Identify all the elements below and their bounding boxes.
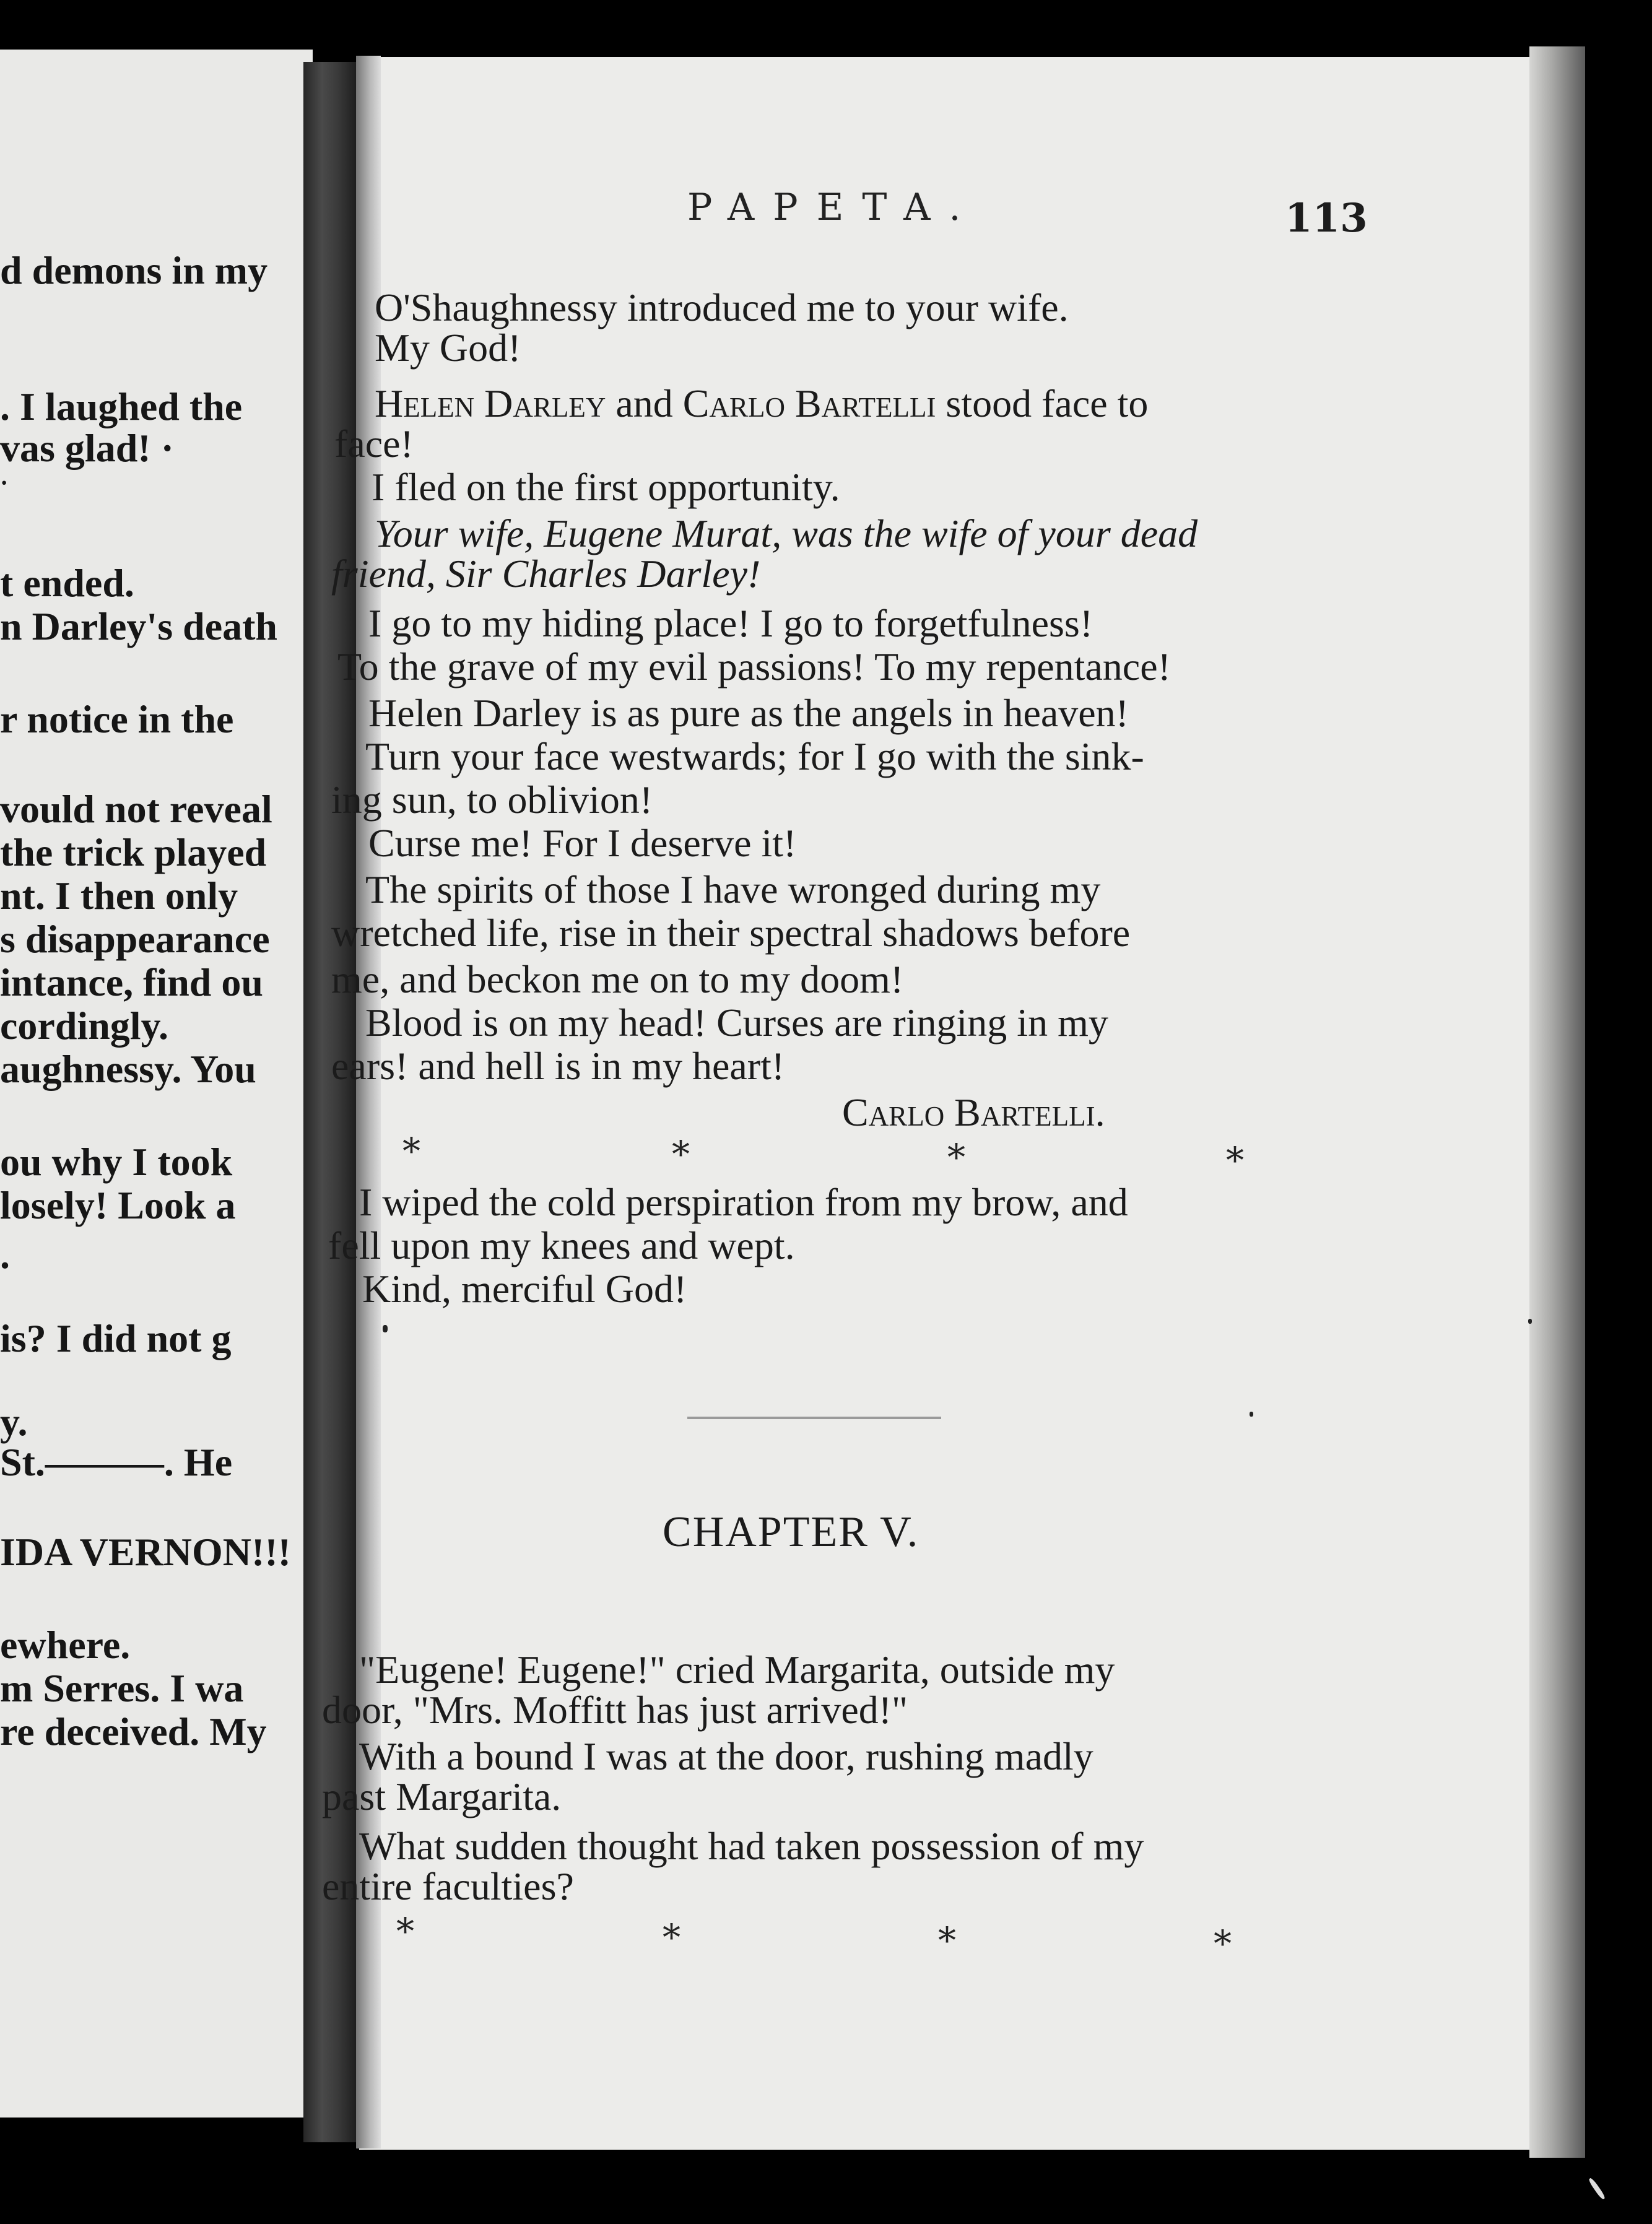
separator-star: * <box>663 1916 680 1958</box>
left-page-line: St.———. He <box>0 1440 233 1484</box>
text-line: The spirits of those I have wronged during my <box>365 867 1101 911</box>
separator-star: * <box>938 1919 956 1961</box>
text-line: My God! <box>375 326 521 370</box>
name-helen-darley: Helen Darley <box>375 381 606 425</box>
separator-star: * <box>396 1910 414 1952</box>
separator-star: * <box>672 1133 690 1175</box>
text-line: "Eugene! Eugene!" cried Margarita, outside my <box>359 1648 1115 1692</box>
left-page-line: · <box>0 469 9 497</box>
text-line: Turn your face westwards; for I go with the sink- <box>365 734 1144 778</box>
left-page-line: . <box>0 1233 10 1277</box>
ink-speck <box>1528 1319 1532 1324</box>
text-line: fell upon my knees and wept. <box>328 1223 795 1267</box>
letter-signature: Carlo Bartelli. <box>842 1090 1105 1134</box>
text-line: Your wife, Eugene Murat, was the wife of your dead <box>375 511 1198 555</box>
text-line: Blood is on my head! Curses are ringing in my <box>365 1001 1108 1045</box>
text-line: I wiped the cold perspiration from my brow, and <box>359 1180 1128 1224</box>
running-head: PAPETA. <box>687 186 980 229</box>
left-page-line: vould not reveal <box>0 787 272 831</box>
left-page-line: the trick played <box>0 830 267 874</box>
left-page-line: re deceived. My <box>0 1709 267 1753</box>
ink-speck <box>383 1325 388 1332</box>
text-line: I go to my hiding place! I go to forgetfulness! <box>368 601 1093 645</box>
left-page-line: cordingly. <box>0 1004 169 1048</box>
left-page-line: d demons in my <box>0 248 268 292</box>
separator-star: * <box>1214 1922 1232 1965</box>
page-edge <box>1529 46 1585 2158</box>
text-line: Helen Darley is as pure as the angels in heaven! <box>368 691 1129 735</box>
left-page-line: intance, find ou <box>0 960 263 1004</box>
left-page-line: vas glad! · <box>0 426 174 470</box>
left-page-line: is? I did not g <box>0 1316 232 1360</box>
separator-star: * <box>947 1136 965 1178</box>
text-line: me, and beckon me on to my doom! <box>331 957 904 1001</box>
section-rule <box>687 1417 941 1419</box>
text-line: Helen Darley and Carlo Bartelli stood face to <box>375 381 1149 425</box>
left-page-line: . I laughed the <box>0 384 243 428</box>
text-line: ing sun, to oblivion! <box>331 778 653 822</box>
left-page-line: s disappearance <box>0 917 270 961</box>
left-page-line: y. <box>0 1400 28 1444</box>
separator-star: * <box>402 1130 420 1172</box>
left-page-line: aughnessy. You <box>0 1047 256 1091</box>
text-line: Curse me! For I deserve it! <box>368 821 797 865</box>
left-page-line: r notice in the <box>0 697 234 741</box>
text-line: wretched life, rise in their spectral shadows before <box>331 911 1131 955</box>
left-page-line: IDA VERNON!!! <box>0 1530 291 1574</box>
left-page-line: ewhere. <box>0 1623 131 1667</box>
page-number: 113 <box>1285 195 1368 241</box>
facing-page-left <box>0 50 313 2118</box>
left-page-line: m Serres. I wa <box>0 1666 244 1710</box>
text-line: entire faculties? <box>322 1864 574 1908</box>
text-line: To the grave of my evil passions! To my repentance! <box>337 645 1171 688</box>
text-line: ears! and hell is in my heart! <box>331 1044 785 1088</box>
left-page-line: losely! Look a <box>0 1183 236 1227</box>
text-line: past Margarita. <box>322 1774 562 1818</box>
left-page-line: nt. I then only <box>0 874 238 918</box>
chapter-heading: CHAPTER V. <box>663 1508 919 1556</box>
name-carlo-bartelli: Carlo Bartelli <box>682 381 936 425</box>
text-line: What sudden thought had taken possession of my <box>359 1824 1144 1868</box>
left-page-line: ou why I took <box>0 1140 233 1184</box>
text-line: face! <box>334 422 414 466</box>
text-line: O'Shaughnessy introduced me to your wife. <box>375 285 1069 329</box>
text-line: door, "Mrs. Moffitt has just arrived!" <box>322 1688 908 1732</box>
text-line: Kind, merciful God! <box>362 1267 687 1311</box>
ink-speck <box>1250 1412 1253 1417</box>
separator-star: * <box>1226 1139 1244 1181</box>
left-page-line: n Darley's death <box>0 604 277 648</box>
text-line: With a bound I was at the door, rushing madly <box>359 1734 1093 1778</box>
scan-artifact <box>1588 2177 1606 2200</box>
text-line: friend, Sir Charles Darley! <box>331 552 761 596</box>
left-page-line: t ended. <box>0 561 134 605</box>
text-line: I fled on the first opportunity. <box>372 465 840 509</box>
